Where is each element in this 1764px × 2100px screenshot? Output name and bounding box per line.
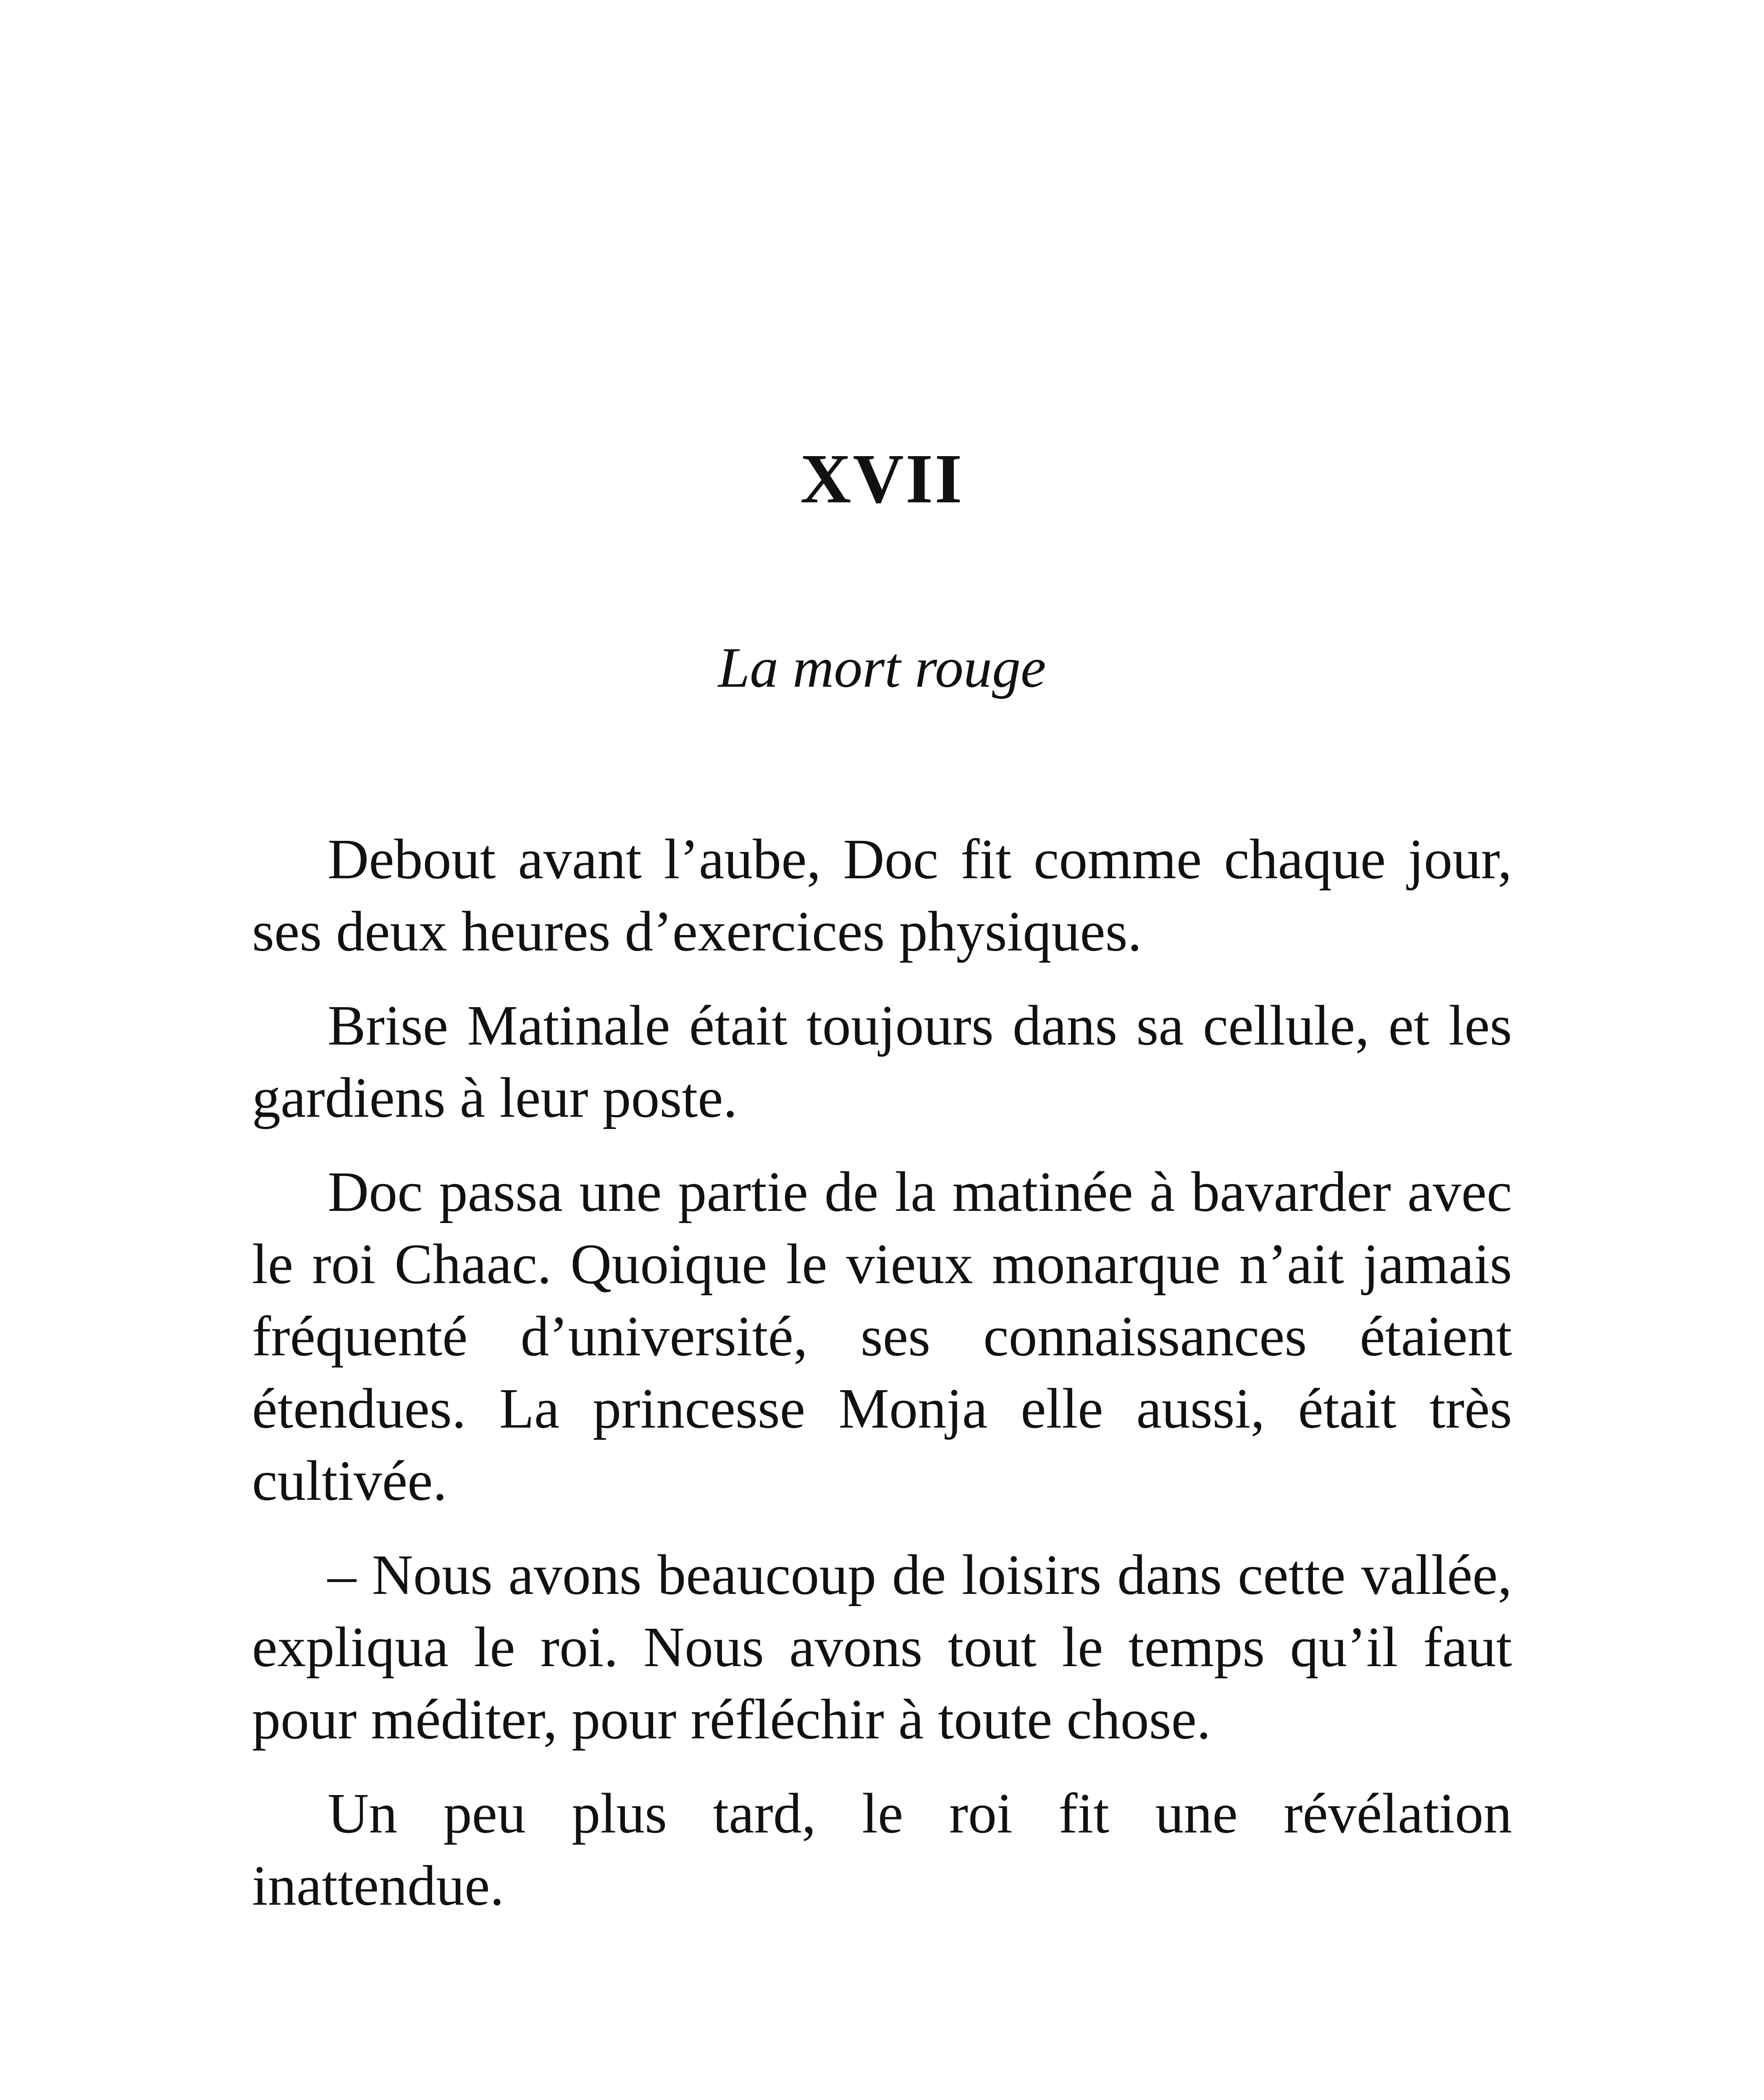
paragraph: Debout avant l’aube, Doc fit comme chaque jour, ses deux heures d’exercices physiques. — [252, 828, 1512, 963]
paragraph: – Nous avons beaucoup de loisirs dans cette vallée, expliqua le roi. Nous avons tout le temps qu’il faut pour méditer, pour réfléchir à toute chose. — [252, 1544, 1512, 1751]
chapter-title: La mort rouge — [718, 636, 1046, 699]
chapter-number: XVII — [800, 440, 964, 518]
chapter-body — [252, 823, 1512, 1944]
paragraph: Brise Matinale était toujours dans sa cellule, et les gardiens à leur poste. — [252, 994, 1512, 1129]
paragraph: Un peu plus tard, le roi fit une révélation inattendue. — [252, 1782, 1512, 1917]
paragraph: Doc passa une partie de la matinée à bavarder avec le roi Chaac. Quoique le vieux monarque n’ait jamais fréquenté d’université, ses connaissances étaient étendues. La princesse Monja elle aussi, était très cultivée. — [252, 1160, 1512, 1512]
